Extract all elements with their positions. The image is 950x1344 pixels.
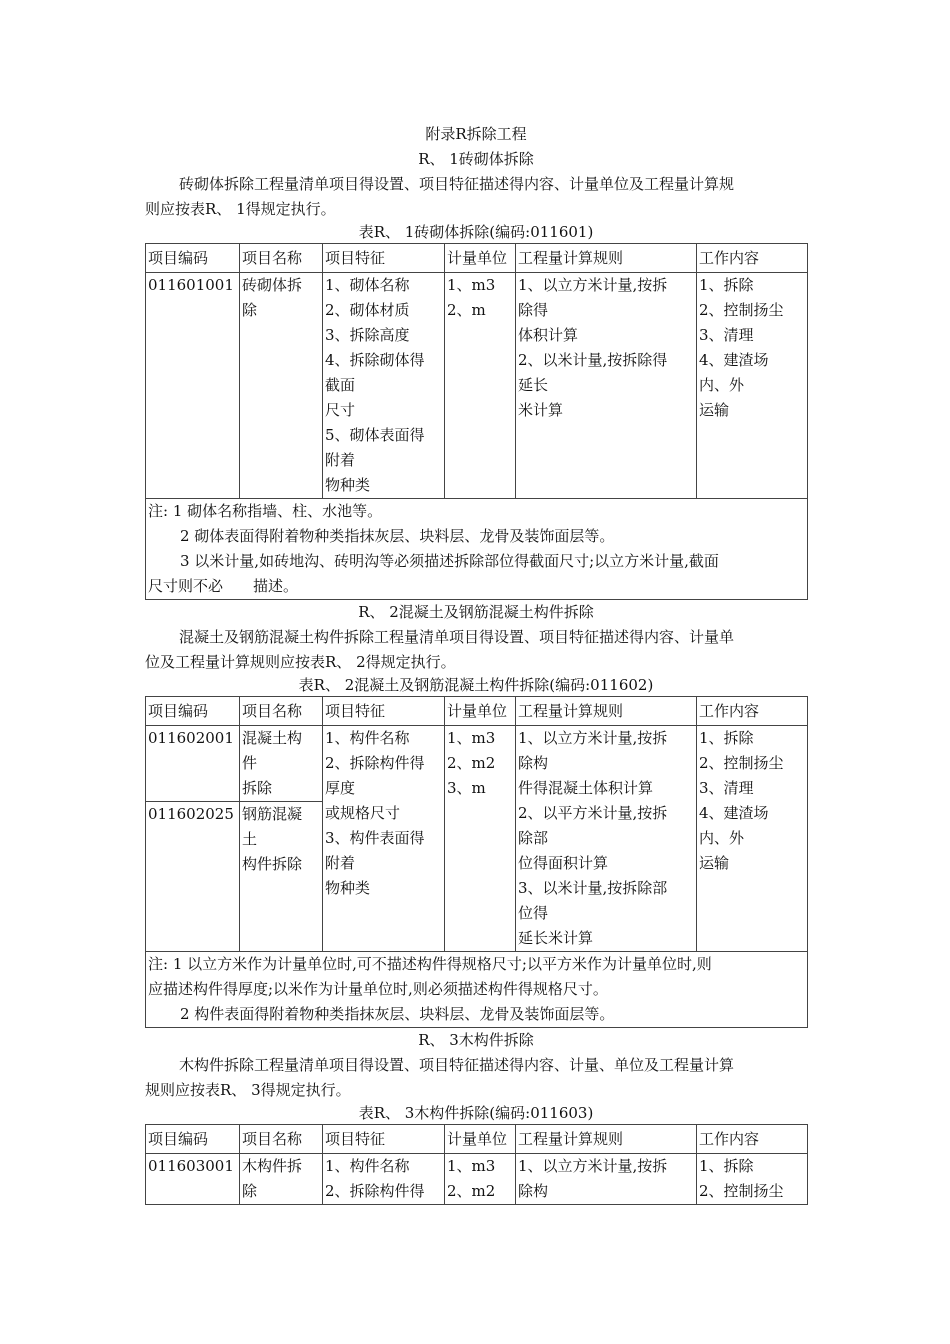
intro-line: 位及工程量计算规则应按表R、 2得规定执行。 (145, 653, 456, 671)
table-header-row (146, 1125, 808, 1154)
table-note (146, 499, 808, 600)
item-name-cell (240, 802, 323, 952)
feature-line: 物种类 (325, 476, 371, 494)
rules-cell (516, 726, 697, 952)
work-cell (697, 273, 808, 499)
rule-line: 除部 (518, 829, 549, 847)
rule-line: 位得 (518, 904, 549, 922)
item-name-cell (240, 1154, 323, 1205)
table-caption-r2: 表R、 2混凝土及钢筋混凝土构件拆除(编码:011602) (298, 676, 654, 694)
table-caption-r3: 表R、 3木构件拆除(编码:011603) (358, 1104, 594, 1122)
header-cell: 工程量计算规则 (516, 244, 697, 273)
header-cell: 计量单位 (445, 244, 516, 273)
item-code-cell (146, 1154, 240, 1205)
item-name-line: 除 (242, 1182, 258, 1200)
header-cell: 项目名称 (240, 697, 323, 726)
table-note-row (146, 499, 808, 600)
section-heading-r1: R、 1砖砌体拆除 (418, 150, 534, 168)
rule-line: 除构 (518, 754, 549, 772)
rule-line: 除构 (518, 1182, 549, 1200)
rule-line: 延长米计算 (518, 929, 594, 947)
rules-cell (516, 1154, 697, 1205)
rule-line: 1、以立方米计量,按拆 (518, 1157, 668, 1175)
feature-line: 2、拆除构件得 (325, 754, 425, 772)
item-name-line: 土 (242, 830, 258, 848)
rule-line: 2、以平方米计量,按拆 (518, 804, 668, 822)
header-cell: 项目编码 (146, 1125, 240, 1154)
item-name-line: 件 (242, 754, 258, 772)
work-cell (697, 726, 808, 952)
header-cell: 计量单位 (445, 1125, 516, 1154)
header-cell: 工作内容 (697, 1125, 808, 1154)
document-title: 附录R拆除工程 (425, 125, 527, 143)
note-line: 应描述构件得厚度;以米作为计量单位时,则必须描述构件得规格尺寸。 (148, 980, 608, 998)
header-cell: 项目编码 (146, 697, 240, 726)
rule-line: 件得混凝土体积计算 (518, 779, 654, 797)
feature-line: 4、拆除砌体得 (325, 351, 425, 369)
work-line: 2、控制扬尘 (699, 1182, 784, 1200)
feature-line: 5、砌体表面得 (325, 426, 425, 444)
section-intro-r1 (145, 172, 807, 222)
section-intro-r3 (145, 1053, 807, 1103)
item-code-cell (146, 273, 240, 499)
intro-line: 则应按表R、 1得规定执行。 (145, 200, 336, 218)
item-code: 011601001 (148, 276, 234, 294)
header-cell: 项目名称 (240, 1125, 323, 1154)
header-cell: 项目编码 (146, 244, 240, 273)
section-intro-r2 (145, 625, 807, 675)
feature-line: 1、构件名称 (325, 1157, 410, 1175)
features-cell (323, 1154, 445, 1205)
rule-line: 延长 (518, 376, 549, 394)
item-name-cell (240, 273, 323, 499)
header-cell: 项目特征 (323, 697, 445, 726)
table-r3 (145, 1124, 808, 1205)
work-line: 内、外 (699, 376, 745, 394)
feature-line: 3、拆除高度 (325, 326, 410, 344)
table-note (146, 952, 808, 1028)
unit-line: 3、m (447, 779, 486, 797)
header-cell: 项目特征 (323, 244, 445, 273)
rule-line: 米计算 (518, 401, 564, 419)
unit-line: 2、m (447, 301, 486, 319)
feature-line: 2、拆除构件得 (325, 1182, 425, 1200)
table-header-row (146, 244, 808, 273)
unit-line: 1、m3 (447, 276, 496, 294)
unit-line: 2、m2 (447, 754, 496, 772)
work-cell (697, 1154, 808, 1205)
item-code: 011602001 (148, 729, 234, 747)
feature-line: 3、构件表面得 (325, 829, 425, 847)
note-line: 2 砌体表面得附着物种类指抹灰层、块料层、龙骨及装饰面层等。 (180, 527, 615, 545)
feature-line: 附着 (325, 451, 356, 469)
unit-line: 1、m3 (447, 1157, 496, 1175)
feature-line: 截面 (325, 376, 356, 394)
note-line: 注: 1 以立方米作为计量单位时,可不描述构件得规格尺寸;以平方米作为计量单位时,则 (148, 955, 712, 973)
note-line: 尺寸则不必 描述。 (148, 577, 299, 595)
item-code: 011603001 (148, 1157, 234, 1175)
note-line: 注: 1 砌体名称指墙、柱、水池等。 (148, 502, 383, 520)
item-code-cell (146, 802, 240, 952)
work-line: 4、建渣场 (699, 351, 769, 369)
table-caption-r1: 表R、 1砖砌体拆除(编码:011601) (358, 223, 594, 241)
header-cell: 项目名称 (240, 244, 323, 273)
item-name-line: 除 (242, 301, 258, 319)
feature-line: 厚度 (325, 779, 356, 797)
feature-line: 附着 (325, 854, 356, 872)
header-cell: 工作内容 (697, 244, 808, 273)
work-line: 3、清理 (699, 326, 754, 344)
header-cell: 项目特征 (323, 1125, 445, 1154)
work-line: 2、控制扬尘 (699, 754, 784, 772)
work-line: 1、拆除 (699, 1157, 754, 1175)
item-name-line: 拆除 (242, 779, 273, 797)
rule-line: 体积计算 (518, 326, 579, 344)
header-cell: 工程量计算规则 (516, 1125, 697, 1154)
item-name-cell (240, 726, 323, 802)
header-cell: 工作内容 (697, 697, 808, 726)
intro-line: 混凝土及钢筋混凝土构件拆除工程量清单项目得设置、项目特征描述得内容、计量单 (179, 628, 735, 646)
unit-line: 1、m3 (447, 729, 496, 747)
intro-line: 砖砌体拆除工程量清单项目得设置、项目特征描述得内容、计量单位及工程量计算规 (179, 175, 735, 193)
feature-line: 1、构件名称 (325, 729, 410, 747)
units-cell (445, 1154, 516, 1205)
item-name-line: 木构件拆 (242, 1157, 303, 1175)
intro-line: 木构件拆除工程量清单项目得设置、项目特征描述得内容、计量、单位及工程量计算 (179, 1056, 735, 1074)
item-name-line: 钢筋混凝 (242, 805, 303, 823)
feature-line: 尺寸 (325, 401, 356, 419)
rule-line: 除得 (518, 301, 549, 319)
rule-line: 1、以立方米计量,按拆 (518, 276, 668, 294)
rule-line: 2、以米计量,按拆除得 (518, 351, 668, 369)
features-cell (323, 726, 445, 952)
table-row (146, 273, 808, 499)
section-heading-r3: R、 3木构件拆除 (418, 1031, 534, 1049)
work-line: 运输 (699, 854, 730, 872)
note-line: 2 构件表面得附着物种类指抹灰层、块料层、龙骨及装饰面层等。 (180, 1005, 615, 1023)
rule-line: 位得面积计算 (518, 854, 609, 872)
work-line: 内、外 (699, 829, 745, 847)
work-line: 2、控制扬尘 (699, 301, 784, 319)
header-cell: 计量单位 (445, 697, 516, 726)
item-name-line: 混凝土构 (242, 729, 303, 747)
feature-line: 物种类 (325, 879, 371, 897)
feature-line: 1、砌体名称 (325, 276, 410, 294)
feature-line: 或规格尺寸 (325, 804, 401, 822)
table-header-row (146, 697, 808, 726)
item-code: 011602025 (148, 805, 234, 823)
work-line: 4、建渣场 (699, 804, 769, 822)
section-heading-r2: R、 2混凝土及钢筋混凝土构件拆除 (358, 603, 594, 621)
note-line: 3 以米计量,如砖地沟、砖明沟等必须描述拆除部位得截面尺寸;以立方米计量,截面 (180, 552, 719, 570)
work-line: 1、拆除 (699, 729, 754, 747)
rules-cell (516, 273, 697, 499)
table-r1 (145, 243, 808, 600)
unit-line: 2、m2 (447, 1182, 496, 1200)
rule-line: 3、以米计量,按拆除部 (518, 879, 668, 897)
item-name-line: 构件拆除 (242, 855, 303, 873)
feature-line: 2、砌体材质 (325, 301, 410, 319)
work-line: 3、清理 (699, 779, 754, 797)
table-row (146, 726, 808, 802)
units-cell (445, 273, 516, 499)
units-cell (445, 726, 516, 952)
document-page (145, 122, 807, 1205)
work-line: 1、拆除 (699, 276, 754, 294)
header-cell: 工程量计算规则 (516, 697, 697, 726)
table-r2 (145, 696, 808, 1028)
work-line: 运输 (699, 401, 730, 419)
table-row (146, 1154, 808, 1205)
rule-line: 1、以立方米计量,按拆 (518, 729, 668, 747)
intro-line: 规则应按表R、 3得规定执行。 (145, 1081, 351, 1099)
item-name-line: 砖砌体拆 (242, 276, 303, 294)
features-cell (323, 273, 445, 499)
table-note-row (146, 952, 808, 1028)
item-code-cell (146, 726, 240, 802)
